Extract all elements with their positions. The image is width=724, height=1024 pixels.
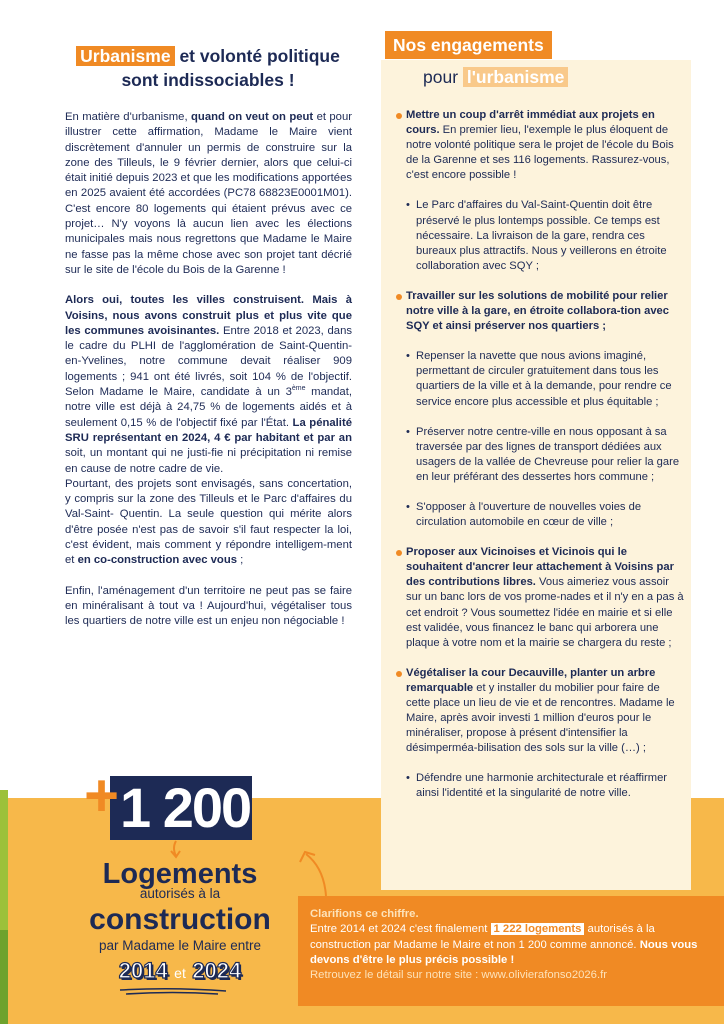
engagement-subtext: Défendre une harmonie architecturale et réaffirmer ainsi l'identité et la singularité de notre ville.	[416, 772, 668, 800]
engagement-item	[396, 545, 686, 651]
left-paragraph-1	[65, 110, 352, 278]
stat-number: 1 200	[120, 776, 251, 839]
text-run: Entre 2018 et 2023, dans le cadre du PLHI de l'agglomération de Saint-Quentin-en-Yvelines, notre commune devait réaliser 909 logements ; 941 ont été livrés, soit 104 % de l'objectif. Selon Madame le Maire, candidate à un 3	[65, 324, 352, 399]
left-body	[65, 110, 352, 645]
text-run: mandat, notre ville est déjà à 24,75 % de logements aidés et à seulement 0,15 % de l'objectif fixé par l'État.	[65, 386, 352, 429]
bullet-icon: •	[406, 199, 410, 212]
text-run: ;	[237, 554, 244, 567]
engagement-subtext: Repenser la navette que nous avions imaginé, permettant de circuler gratuitement dans tous les quartiers de la ville et à la demande, pour rendre ce service encore plus accessible et plus équitable ;	[416, 350, 672, 408]
curved-arrow-icon	[296, 848, 336, 900]
text-run: En matière d'urbanisme,	[65, 111, 192, 123]
text-run: Enfin, l'aménagement d'un territoire ne peut pas se faire en minéralisant à tout va ! Aujourd'hui, végétaliser tous les quartiers de notre ville est un enjeu non négociable !	[65, 584, 352, 628]
bullet-icon: •	[406, 350, 410, 363]
engagement-subitem	[396, 425, 686, 485]
clarification-website: Retrouvez le détail sur notre site : www.olivierafonso2026.fr	[310, 969, 608, 982]
left-dark-green-strip	[0, 930, 8, 1024]
stat-year-et: et	[174, 965, 186, 981]
left-title-highlight: Urbanisme	[76, 46, 174, 66]
engagements-subtitle	[423, 64, 568, 90]
bullet-dot-icon	[396, 671, 402, 677]
text-run: Pourtant, des projets sont envisagés, sans concertation, y compris sur la zone des Tilleuls et le Parc d'affaires du Val-Saint- Quentin. La seule question qui mérite alors d'être posée n'est pas de savoir s'il faut respecter la loi, c'est évident, mais comment y répondre intelligem-ment et	[65, 477, 352, 567]
engagement-item	[396, 108, 686, 183]
engagement-text: Mettre un coup d'arrêt immédiat aux projets en cours.	[406, 109, 655, 137]
bullet-icon: •	[406, 425, 410, 438]
text-run: quand on veut on peut	[191, 111, 314, 123]
stat-year-end: 2024	[192, 958, 242, 983]
engagements-title: Nos engagements	[385, 31, 552, 59]
engagement-subitem	[396, 349, 686, 409]
clarification-body	[310, 922, 710, 968]
stat-year-start: 2014	[118, 958, 168, 983]
text-run: et pour illustrer cette affirmation, Madame le Maire vient discrètement d'annuler un permis de construire sur la zone des Tilleuls, le 9 février dernier, alors que celui-ci était initié depuis 2023 et que les modifications apportées en 2025 avaient été accordées (PC78 68823E0001M01). C'est encore 80 logements qui étaient prévus avec ce projet… N'y voyons là aucun lien avec les élections municipales mais nous regrettons que Madame le Maire ne fasse pas la même chose avec son projet tant décrié sur le site de l'école du Bois de la Garenne !	[65, 111, 353, 276]
clarification-bold: Nous vous devons d'être le plus précis possible !	[310, 938, 698, 966]
clarification-highlight: 1 222 logements	[491, 923, 585, 935]
engagement-subtext: Préserver notre centre-ville en nous opposant à sa traversée par des lignes de transport dédiées aux usagers de la vallée de Chevreuse pour relier la gare en leur préférant des dessertes hors commune ;	[416, 425, 680, 483]
engagements-list	[396, 108, 686, 817]
left-paragraph-3	[65, 477, 352, 569]
clarification-title: Clarifions ce chiffre.	[310, 908, 419, 920]
engagement-text: Végétaliser la cour Decauville, planter un arbre remarquable	[406, 666, 656, 694]
engagement-item	[396, 666, 686, 757]
engagement-text: Proposer aux Vicinoises et Vicinois qui le souhaitent d'ancrer leur attachement à Voisins par des contributions libres.	[406, 546, 674, 589]
text-run: Alors oui, toutes les villes construisent. Mais à Voisins, nous avons construit plus et plus vite que les communes avoisinantes.	[65, 294, 352, 337]
engagement-text: et y installer du mobilier pour faire de cette place un lieu de vie et de rencontres. Madame le Maire, après avoir investi 1 million d'euros pour le minéraliser, propose à présent d'intensifier la désimperméa-bilisation des sols sur la ville (…) ;	[406, 681, 675, 755]
text-run: soit, un montant qui ne justi-fie ni précipitation ni remise en cause de notre cadre de vie.	[65, 447, 352, 475]
stat-by-mayor: par Madame le Maire entre	[98, 938, 262, 953]
engagements-subtitle-pre: pour	[423, 67, 463, 87]
bullet-icon: •	[406, 500, 410, 513]
left-paragraph-4	[65, 584, 352, 630]
left-title-rest: et volonté politique sont indissociables !	[121, 46, 340, 90]
stat-years	[40, 956, 320, 989]
engagement-subtext: S'opposer à l'ouverture de nouvelles voies de circulation automobile en cœur de ville ;	[416, 500, 642, 529]
bullet-dot-icon	[396, 113, 402, 119]
engagement-subitem	[396, 198, 686, 273]
engagement-text: En premier lieu, l'exemple le plus éloquent de notre volonté politique sera le projet de l'école du Bois de la Garenne et ses 116 logements. Rassurez-vous, c'est encore possible !	[406, 124, 674, 182]
bullet-icon: •	[406, 772, 410, 785]
down-arrow-icon	[166, 840, 186, 860]
engagement-text: Vous aimeriez vous assoir sur un banc lors de vos prome-nades et il n'y en a pas à cet endroit ? Vous soumettez l'idée en mairie et si elle est validée, vous financez le banc qui arborera une plaque à votre nom et la mairie se chargera du reste ;	[406, 576, 684, 649]
text-run: ème	[291, 385, 306, 393]
engagement-subtext: Le Parc d'affaires du Val-Saint-Quentin doit être préservé le plus lontemps possible. Ce temps est nécessaire. La livraison de la gare, rendra ces bureaux plus attractifs. Nous y veillerons en étroite collaboration avec SQY ;	[416, 199, 667, 272]
text-run: en co-construction avec vous	[77, 554, 238, 567]
engagement-subitem	[396, 771, 686, 801]
engagement-item	[396, 289, 686, 334]
stat-construction: construction	[89, 903, 271, 936]
engagement-text: Travailler sur les solutions de mobilité pour relier notre ville à la gare, en étroite collabora-tion avec SQY et ainsi préserver nos quartiers ;	[406, 289, 669, 333]
engagements-subtitle-highlight: l'urbanisme	[463, 67, 569, 87]
engagement-subitem	[396, 500, 686, 530]
left-paragraph-2	[65, 293, 352, 477]
stat-logements: Logements	[102, 858, 258, 890]
stat-plus-sign: +	[84, 762, 120, 829]
clarification-text	[310, 907, 710, 983]
clarification-line-post: autorisés à la construction par Madame le Maire et non 1 200 comme annoncé.	[310, 923, 655, 951]
text-run: La pénalité SRU représentant en 2024, 4 € par habitant et par an	[65, 416, 352, 444]
clarification-line-pre: Entre 2014 et 2024 c'est finalement	[310, 923, 491, 936]
stat-autorises: autorisés à la	[139, 886, 221, 901]
bullet-dot-icon	[396, 294, 402, 300]
underline-scribble-icon	[118, 986, 228, 996]
bullet-dot-icon	[396, 550, 402, 556]
left-title	[63, 44, 353, 92]
